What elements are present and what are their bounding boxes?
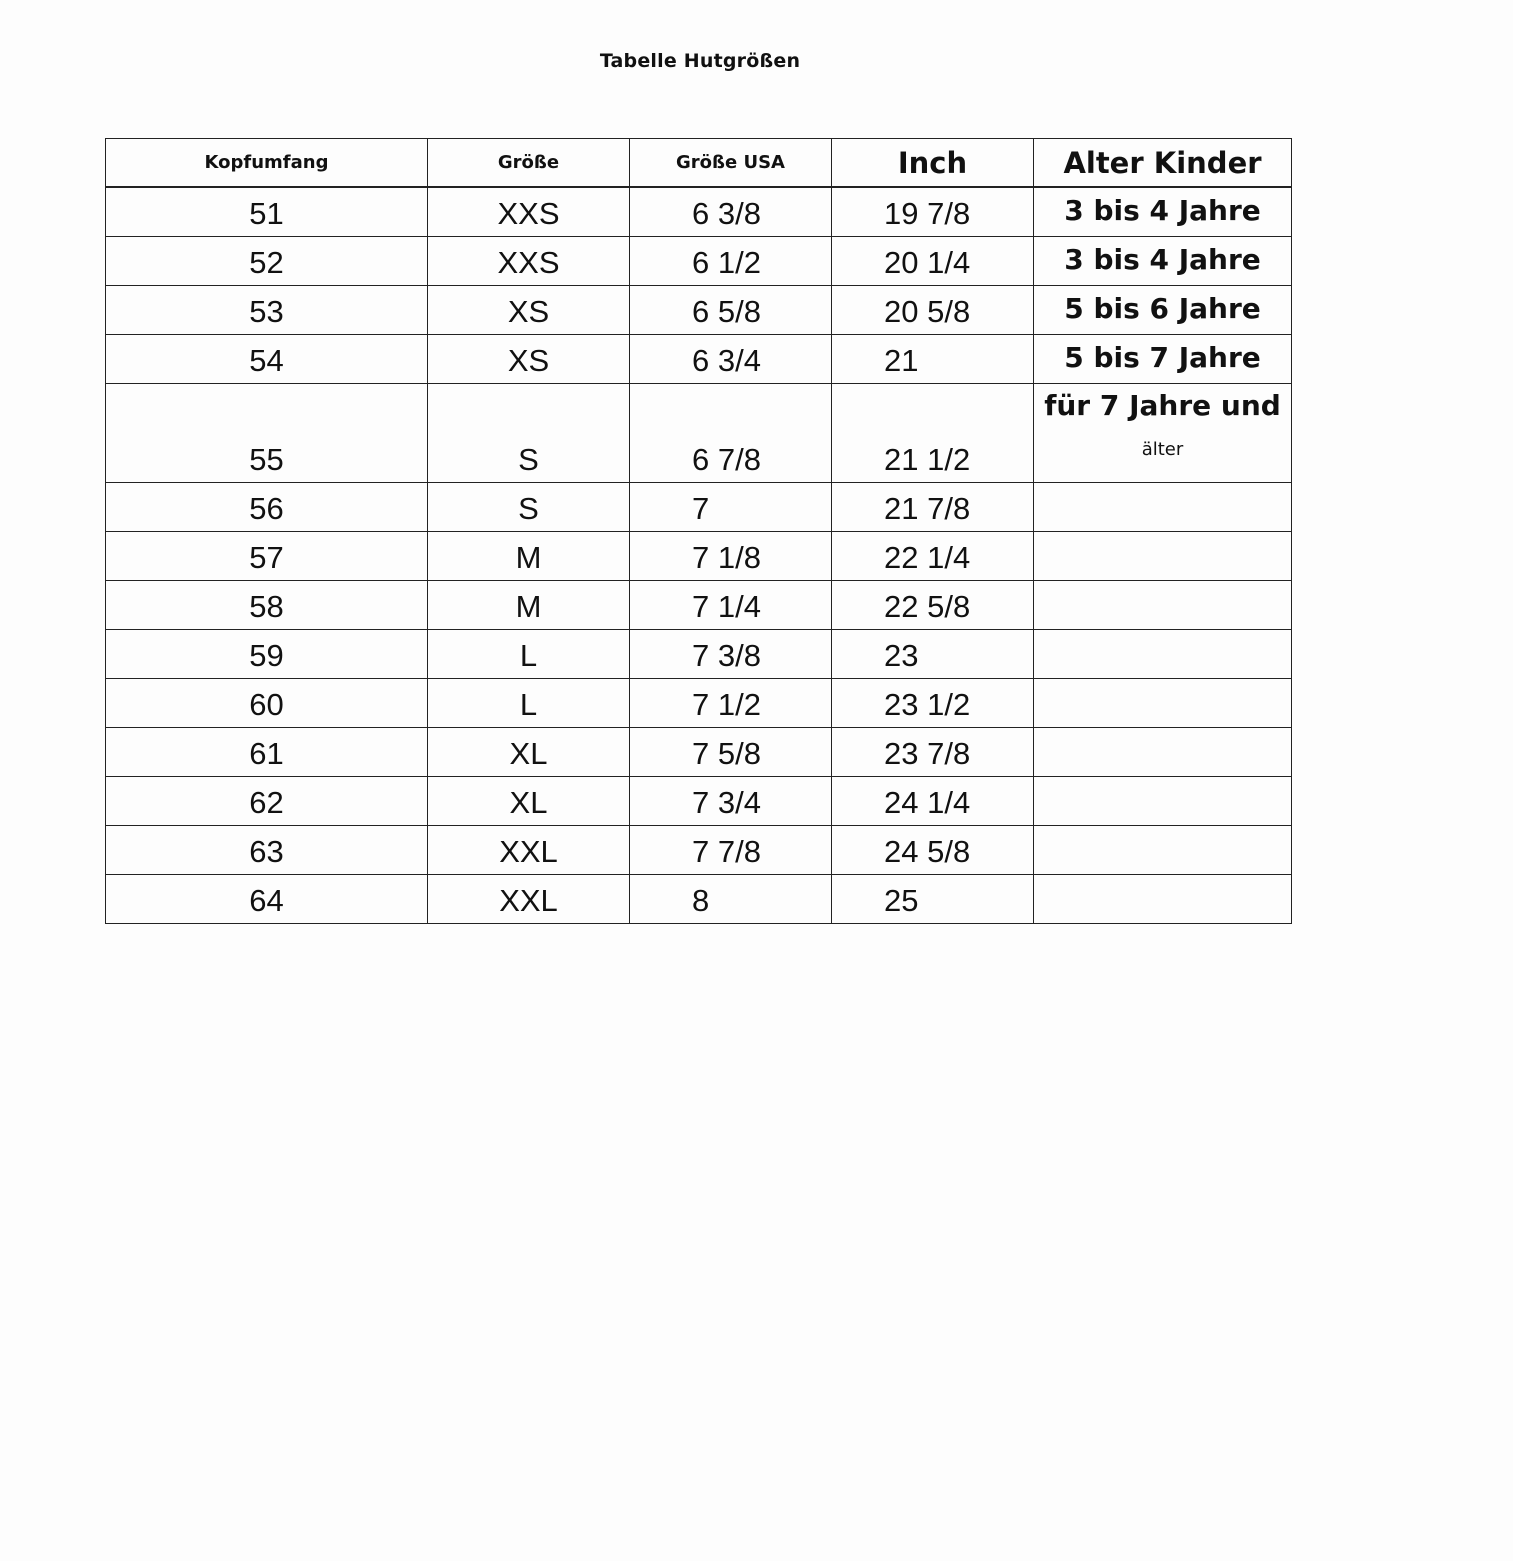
table-row (106, 679, 1292, 728)
cell-alter (1034, 679, 1292, 728)
cell-kopfumfang: 63 (106, 826, 428, 875)
cell-groesse: XXL (428, 875, 630, 924)
table-row (106, 630, 1292, 679)
header-groesse: Größe (428, 139, 630, 188)
cell-groesse: XS (428, 286, 630, 335)
cell-inch: 22 1/4 (832, 532, 1034, 581)
cell-alter (1034, 826, 1292, 875)
cell-groesse: S (428, 384, 630, 483)
cell-kopfumfang: 56 (106, 483, 428, 532)
header-groesse-usa: Größe USA (630, 139, 832, 188)
cell-alter (1034, 630, 1292, 679)
cell-alter (1034, 581, 1292, 630)
cell-alter (1034, 875, 1292, 924)
cell-groesse-usa: 7 7/8 (630, 826, 832, 875)
cell-kopfumfang: 60 (106, 679, 428, 728)
cell-kopfumfang: 62 (106, 777, 428, 826)
cell-alter: 5 bis 6 Jahre (1034, 286, 1292, 335)
cell-inch: 20 1/4 (832, 237, 1034, 286)
cell-inch: 24 5/8 (832, 826, 1034, 875)
cell-alter-line1: für 7 Jahre und (1044, 389, 1281, 422)
cell-alter: 5 bis 7 Jahre (1034, 335, 1292, 384)
cell-kopfumfang: 53 (106, 286, 428, 335)
cell-groesse-usa: 6 3/8 (630, 187, 832, 237)
cell-groesse: L (428, 679, 630, 728)
header-inch: Inch (832, 139, 1034, 188)
cell-kopfumfang: 55 (106, 384, 428, 483)
cell-groesse: XL (428, 777, 630, 826)
table-row (106, 237, 1292, 286)
table-row (106, 728, 1292, 777)
cell-inch: 23 (832, 630, 1034, 679)
cell-kopfumfang: 57 (106, 532, 428, 581)
cell-inch: 23 1/2 (832, 679, 1034, 728)
cell-groesse-usa: 7 1/4 (630, 581, 832, 630)
hat-size-table (105, 138, 1292, 924)
cell-groesse-usa: 7 3/4 (630, 777, 832, 826)
cell-groesse-usa: 6 3/4 (630, 335, 832, 384)
cell-inch: 19 7/8 (832, 187, 1034, 237)
table-row (106, 875, 1292, 924)
cell-inch: 21 1/2 (832, 384, 1034, 483)
cell-groesse: XL (428, 728, 630, 777)
table-header-row (106, 139, 1292, 188)
cell-kopfumfang: 59 (106, 630, 428, 679)
cell-groesse-usa: 7 5/8 (630, 728, 832, 777)
cell-groesse: L (428, 630, 630, 679)
cell-groesse-usa: 6 5/8 (630, 286, 832, 335)
cell-alter: 3 bis 4 Jahre (1034, 187, 1292, 237)
cell-kopfumfang: 64 (106, 875, 428, 924)
cell-alter (1034, 483, 1292, 532)
table-row (106, 532, 1292, 581)
cell-inch: 21 (832, 335, 1034, 384)
cell-groesse: XXS (428, 237, 630, 286)
table-row (106, 483, 1292, 532)
cell-groesse: XS (428, 335, 630, 384)
table-row (106, 581, 1292, 630)
cell-groesse-usa: 7 3/8 (630, 630, 832, 679)
cell-groesse: M (428, 532, 630, 581)
cell-kopfumfang: 52 (106, 237, 428, 286)
cell-inch: 24 1/4 (832, 777, 1034, 826)
cell-groesse-usa: 6 1/2 (630, 237, 832, 286)
cell-groesse: XXS (428, 187, 630, 237)
cell-alter (1034, 532, 1292, 581)
cell-inch: 25 (832, 875, 1034, 924)
cell-alter-line2: älter (1141, 439, 1184, 460)
page-title: Tabelle Hutgrößen (599, 50, 801, 72)
header-kopfumfang: Kopfumfang (106, 139, 428, 188)
cell-groesse-usa: 6 7/8 (630, 384, 832, 483)
cell-kopfumfang: 51 (106, 187, 428, 237)
table-row (106, 826, 1292, 875)
cell-kopfumfang: 58 (106, 581, 428, 630)
cell-groesse-usa: 8 (630, 875, 832, 924)
cell-groesse-usa: 7 (630, 483, 832, 532)
table-row (106, 286, 1292, 335)
header-alter-kinder: Alter Kinder (1034, 139, 1292, 188)
cell-groesse-usa: 7 1/2 (630, 679, 832, 728)
cell-inch: 22 5/8 (832, 581, 1034, 630)
cell-inch: 20 5/8 (832, 286, 1034, 335)
table-row (106, 187, 1292, 237)
cell-alter (1034, 728, 1292, 777)
cell-kopfumfang: 54 (106, 335, 428, 384)
cell-inch: 23 7/8 (832, 728, 1034, 777)
cell-alter (1034, 777, 1292, 826)
cell-inch: 21 7/8 (832, 483, 1034, 532)
cell-alter (1034, 384, 1292, 483)
cell-groesse: S (428, 483, 630, 532)
cell-groesse: XXL (428, 826, 630, 875)
cell-alter: 3 bis 4 Jahre (1034, 237, 1292, 286)
table-row (106, 384, 1292, 483)
table-row (106, 335, 1292, 384)
cell-groesse-usa: 7 1/8 (630, 532, 832, 581)
table-row (106, 777, 1292, 826)
cell-groesse: M (428, 581, 630, 630)
cell-kopfumfang: 61 (106, 728, 428, 777)
